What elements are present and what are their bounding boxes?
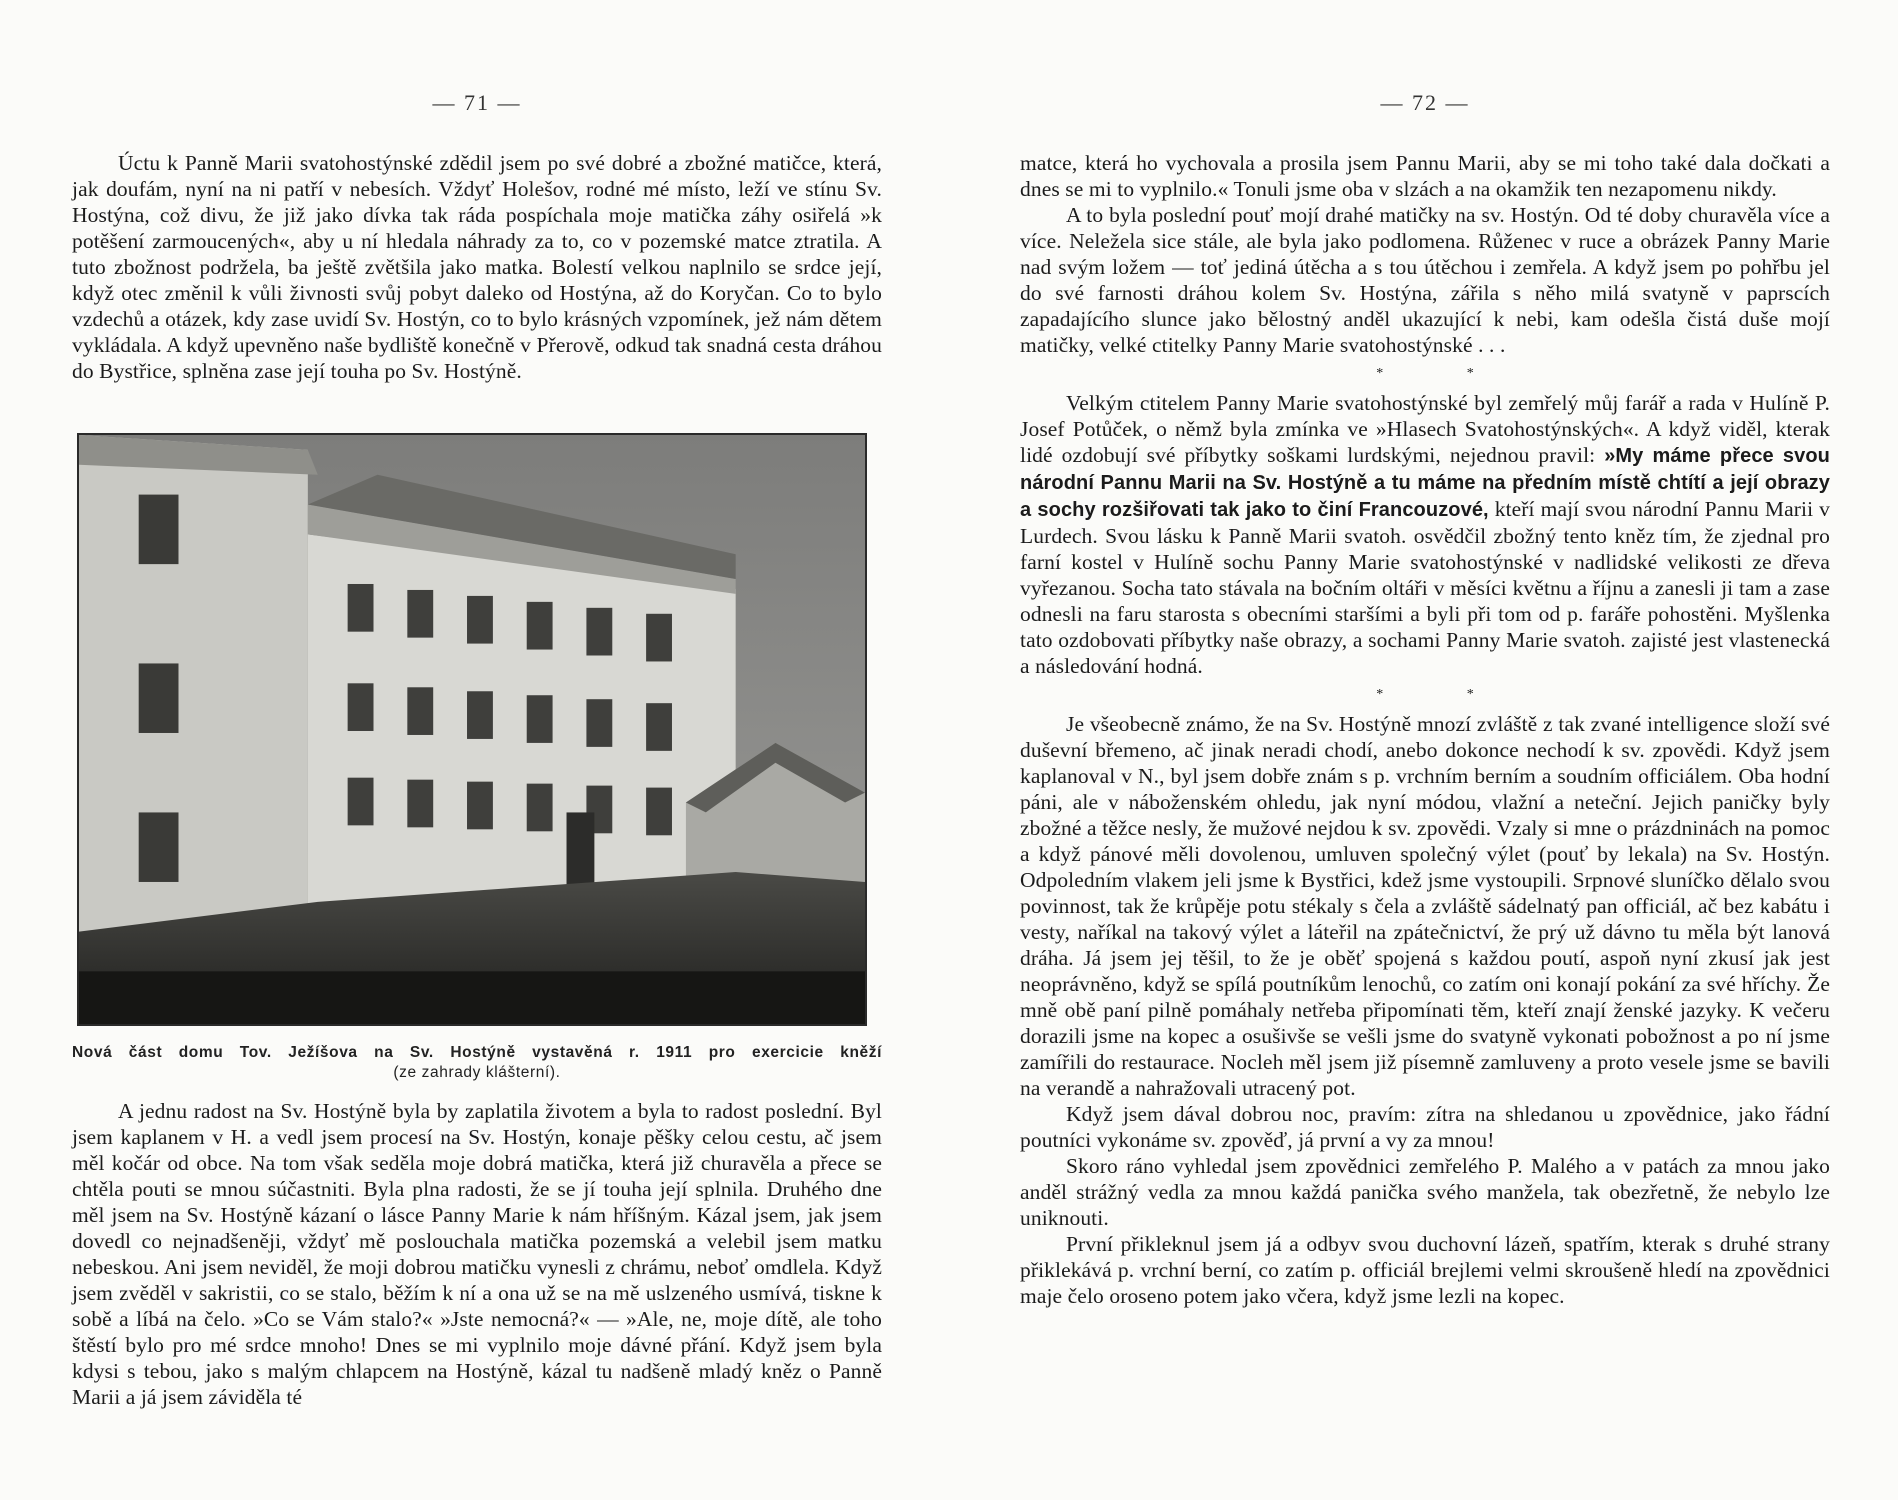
paragraph-with-quote: [1020, 390, 1830, 679]
text-block: [1020, 150, 1830, 1309]
paragraph: Je všeobecně známo, že na Sv. Hostýně mnozí zvláště z tak zvané intelligence složí své duševní břemeno, ač jinak neradi chodí, anebo dokonce nechodí k sv. zpovědi. Když jsem kaplanoval v N., byl jsem dobře znám s p. vrchním berním a soudním officiálem. Oba hodní páni, ale v náboženském ohledu, jak nyní módou, vlažní a neteční. Jejich paničky byly zbožné a těžce nesly, že mužové nejdou k sv. zpovědi. Vzaly si mne o prázdninách na pomoc a když pánové měli dovolenou, umluven společný výlet (pouť by lekala) na Sv. Hostýn. Odpoledním vlakem jeli jsme k Bystřici, kdež jsme vystoupili. Srpnové sluníčko dělalo svou povinnost, tak že krůpěje potu stékaly s čela a zvláště sádelnatý pan officiál, ač bez kabátu i vesty, naříkal na takový výlet a láteřil na zpátečnictví, že prý už dávno tu měla být lanová dráha. Já jsem jej těšil, to že je oběť spojená s každou poutí, aspoň nyní zkusí jak jest neoprávněno, když se spílá poutníkům lenochů, co zatím oni konají pokání za své hříchy. Že mně obě paní pilně pomáhaly netřeba připomínati těm, kteří znají ženské jazyky. K večeru dorazili jsme na kopec a osušivše se vešli jsme do svatyně vykonati pobožnost a po ní jsme zamířili do restaurace. Nocleh měl jsem již písemně zamluveny a proto vesele jsme se bavili na verandě a nahražovali utracený pot.: [1020, 712, 1830, 1100]
text-block-bottom: [72, 1098, 882, 1410]
caption-line-2: (ze zahrady klášterní).: [393, 1064, 561, 1081]
bold-quote: »My máme přece svou národní Pannu Marii na Sv. Hostýně a tu máme na předním místě chtítí a její obrazy a sochy rozšiřovati tak jako to činí Francouzové,: [1020, 445, 1830, 521]
paragraph: matce, která ho vychovala a prosila jsem Pannu Marii, aby se mi toho také dala dočkati a dnes se mi to vyplnilo.« Tonuli jsme oba v slzách a na okamžik ten nezapomenu nikdy.: [1020, 151, 1830, 201]
paragraph: A to byla poslední pouť mojí drahé matičky na sv. Hostýn. Od té doby churavěla více a více. Neležela sice stále, ale byla jako podlomena. Růženec v ruce a obrázek Panny Marie nad svým ložem — toť jediná útěcha a s tou útěchou i zemřela. A když jsem po pohřbu jel do své farnosti dráhou kolem Sv. Hostýna, zářila s něho milá svatyně v paprscích zapadajícího slunce jako bělostný anděl ukazující k nebi, kam odešla čistá duše mojí matičky, velké ctitelky Panny Marie svatohostýnské . . .: [1020, 203, 1830, 357]
paragraph: První přikleknul jsem já a odbyv svou duchovní lázeň, spatřím, kterak s druhé strany přiklekává p. vrchní berní, co zatím p. officiál brejlemi velmi skroušeně hledí na zpovědnici maje čelo oroseno potem jako včera, když jsme lezli na kopec.: [1020, 1232, 1830, 1308]
text-block-top: [72, 150, 882, 384]
photograph-building: [77, 433, 867, 1026]
paragraph: Úctu k Panně Marii svatohostýnské zdědil jsem po své dobré a zbožné matičce, která, jak doufám, nyní na ni patří v nebesích. Vždyť Holešov, rodné mé místo, leží ve stínu Sv. Hostýna, což divu, že již jako dívka tak ráda pospíchala moje matička záhy osiřelá »k potěšení zarmoucených«, aby u ní hledala náhrady za to, co v pozemské matce ztratila. A tuto zbožnost podržela, ba ještě zvětšila jako matka. Bolestí velkou naplnilo se srdce její, když otec změnil k vůli živnosti svůj pobyt daleko od Hostýna, až do Koryčan. Co to bylo vzdechů a otázek, kdy zase uvidí Sv. Hostýn, co to bylo krásných vzpomínek, jež nám dětem vykládala. A když upevněno naše bydliště konečně v Přerově, odkud tak snadná cesta dráhou do Bystřice, splněna zase její touha po Sv. Hostýně.: [72, 151, 882, 383]
section-divider-stars: * *: [1376, 687, 1514, 702]
photo-caption: [72, 1043, 882, 1083]
page-71: [72, 0, 882, 1500]
text-run: Velkým ctitelem Panny Marie svatohostýnské byl zemřelý můj farář a rada v Hulíně P. Josef Potůček, o němž byla zmínka ve »Hlasech Svatohostýnských«. A když viděl, kterak lidé ozdobují své příbytky soškami lurdskými, nejednou pravil:: [1020, 391, 1830, 467]
paragraph: A jednu radost na Sv. Hostýně byla by zaplatila životem a byla to radost poslední. Byl jsem kaplanem v H. a vedl jsem procesí na Sv. Hostýn, konaje pěšky celou cestu, ač jsem měl kočár od obce. Na tom však seděla moje dobrá matička, která již churavěla a přece se chtěla pouti se mnou súčastniti. Byla plna radosti, že se jí touha její splnila. Druhého dne měl jsem na Sv. Hostýně kázaní o lásce Panny Marie k nám hříšným. Kázal jsem, jak jsem dovedl co nejnadšeněji, vždyť mě poslouchala matička pozemská a velebil jsem matku nebeskou. Ani jsem neviděl, že moji dobrou matičku vynesli z chrámu, neboť omdlela. Když jsem zvěděl v sakristii, co se stalo, běžím k ní a ona už se na mě uslzeného usmívá, tiskne k sobě a líbá na čelo. »Co se Vám stalo?« »Jste nemocná?« — »Ale, ne, moje dítě, ale toho štěstí bylo pro mé srdce mnoho! Dnes se mi vyplnilo moje dávné přání. Když jsem byla kdysi s tebou, jako s malým chlapcem na Hostýně, kázal tu nadšeně mladý kněz o Panně Marii a já jsem záviděla té: [72, 1099, 882, 1409]
paragraph: Když jsem dával dobrou noc, pravím: zítra na shledanou u zpovědnice, jako řádní poutníci vykonáme sv. zpověď, já první a vy za mnou!: [1020, 1102, 1830, 1152]
page-number: — 72 —: [1380, 90, 1470, 115]
paragraph: Skoro ráno vyhledal jsem zpovědnici zemřelého P. Malého a v patách za mnou jako anděl strážný vedla za mnou každá panička svého manžela, tak obezřetně, že nebylo lze uniknouti.: [1020, 1154, 1830, 1230]
page-number: — 71 —: [432, 90, 522, 115]
building-photo-illustration: [79, 435, 865, 1024]
page-72: [1020, 0, 1830, 1500]
text-run: kteří mají svou národní Pannu Marii v Lurdech. Svou lásku k Panně Marii svatoh. osvědčil zbožný tento kněz tím, že zjednal pro farní kostel v Hulíně sochu Panny Marie svatohostýnské v nadlidské velikosti ze dřeva vyřezanou. Socha tato stávala na bočním oltáři v měsíci květnu a říjnu a zanesli ji tam a zase odnesli na faru starosta s obecními staršími a byli při tom od p. faráře pohostěni. Myšlenka tato ozdobovati příbytky naše obrazy, a sochami Panny Marie svatoh. zajisté jest vlastenecká a následování hodná.: [1020, 497, 1830, 678]
section-divider-stars: * *: [1376, 366, 1514, 381]
caption-line-1: Nová část domu Tov. Ježíšova na Sv. Hostýně vystavěná r. 1911 pro exercicie kněží: [72, 1044, 882, 1061]
